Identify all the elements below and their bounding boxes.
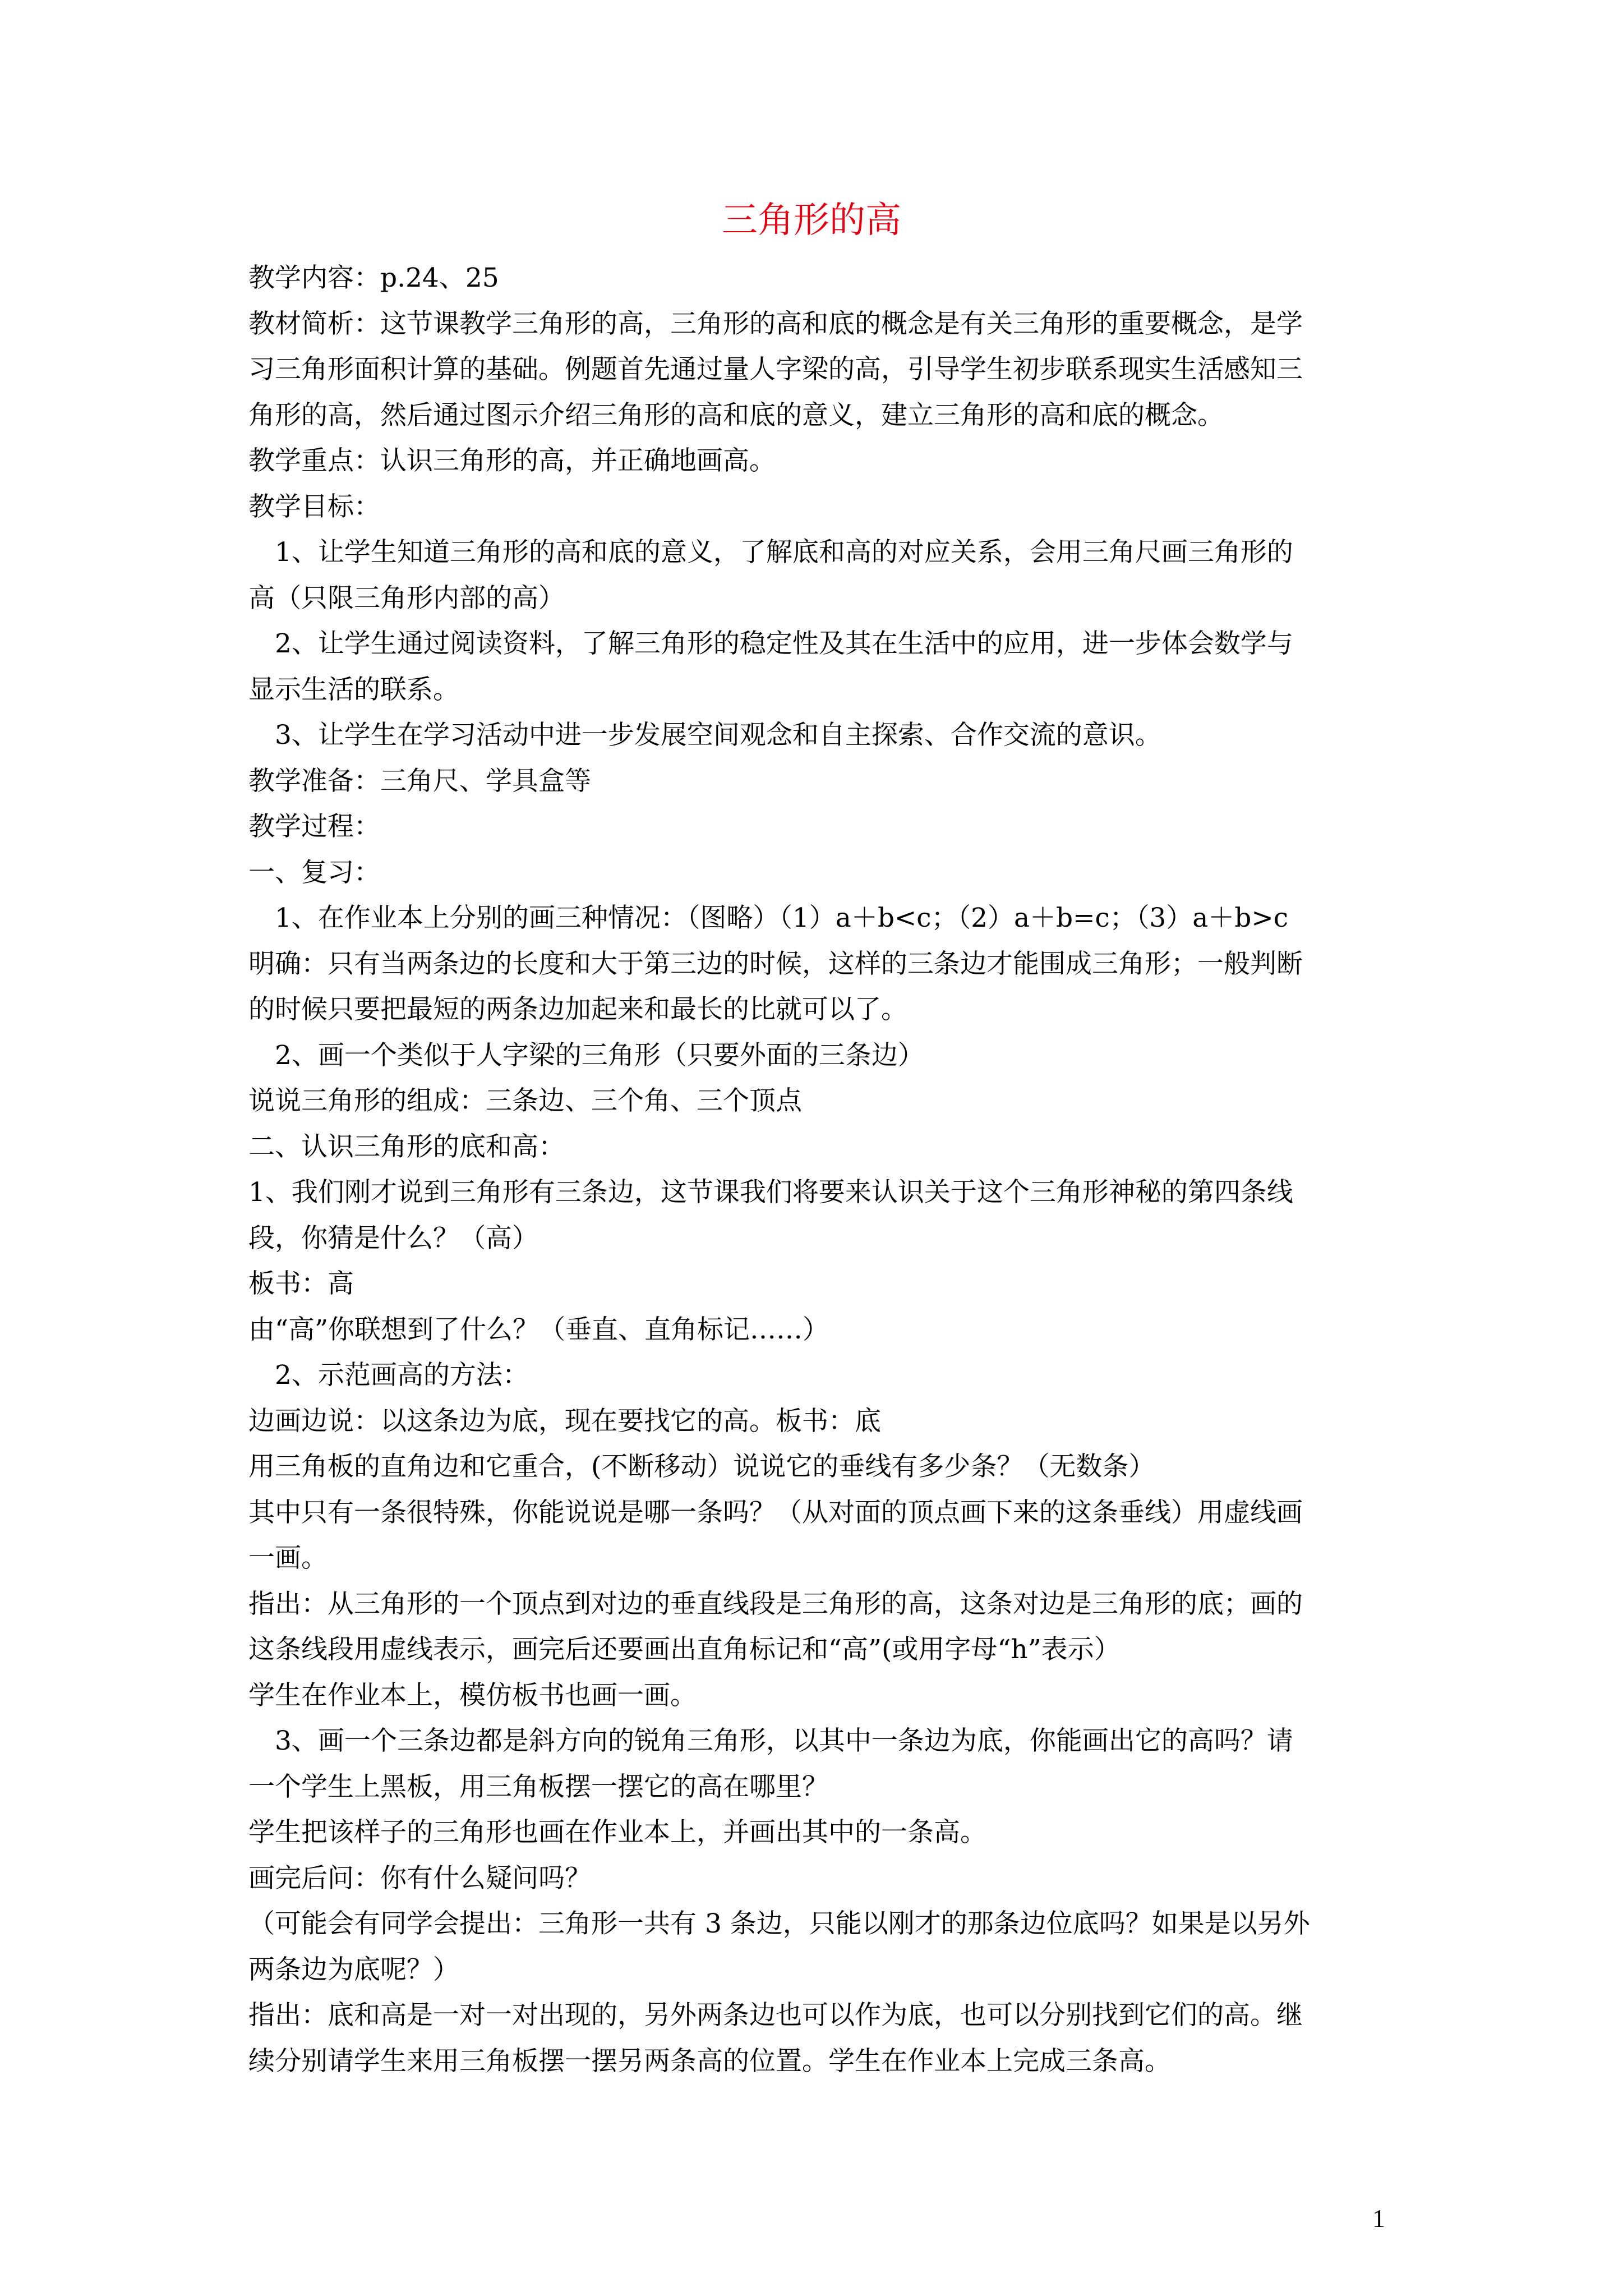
body-line: 习三角形面积计算的基础。例题首先通过量人字梁的高，引导学生初步联系现实生活感知三 xyxy=(248,354,1303,385)
body-line: 续分别请学生来用三角板摆一摆另两条高的位置。学生在作业本上完成三条高。 xyxy=(248,2045,1171,2077)
page-number: 1 xyxy=(1372,2204,1385,2233)
body-line: （可能会有同学会提出：三角形一共有 3 条边，只能以刚才的那条边位底吗？如果是以另外 xyxy=(248,1908,1310,1939)
body-line: 学生在作业本上，模仿板书也画一画。 xyxy=(248,1680,697,1711)
body-line: 2、画一个类似于人字梁的三角形（只要外面的三条边） xyxy=(275,1039,924,1071)
body-line: 指出：从三角形的一个顶点到对边的垂直线段是三角形的高，这条对边是三角形的底；画的 xyxy=(248,1588,1303,1619)
body-line: 的时候只要把最短的两条边加起来和最长的比就可以了。 xyxy=(248,994,907,1025)
body-line: 说说三角形的组成：三条边、三个角、三个顶点 xyxy=(248,1085,802,1116)
body-line: 教学重点：认识三角形的高，并正确地画高。 xyxy=(248,445,776,476)
body-line: 显示生活的联系。 xyxy=(248,674,459,705)
body-line: 1、我们刚才说到三角形有三条边，这节课我们将要来认识关于这个三角形神秘的第四条线 xyxy=(248,1177,1293,1208)
body-line: 3、画一个三条边都是斜方向的锐角三角形，以其中一条边为底，你能画出它的高吗？请 xyxy=(275,1726,1293,1756)
body-line: 段，你猜是什么？（高） xyxy=(248,1222,538,1254)
document-title: 三角形的高 xyxy=(722,200,901,241)
body-line: 教学内容：p.24、25 xyxy=(248,263,499,293)
body-line: 两条边为底呢？） xyxy=(248,1954,459,1985)
body-line: 高（只限三角形内部的高） xyxy=(248,582,565,614)
body-line: 1、在作业本上分别的画三种情况：（图略）（1）a＋b<c；（2）a＋b=c；（3）a＋b>c xyxy=(275,903,1289,933)
body-line: 指出：底和高是一对一对出现的，另外两条边也可以作为底，也可以分别找到它们的高。继 xyxy=(248,2000,1303,2031)
body-line: 由“高”你联想到了什么？（垂直、直角标记……） xyxy=(248,1314,829,1345)
body-line: 教学目标： xyxy=(248,491,380,522)
body-line: 2、示范画高的方法： xyxy=(275,1360,529,1391)
body-line: 用三角板的直角边和它重合，(不断移动）说说它的垂线有多少条？（无数条） xyxy=(248,1451,1155,1482)
body-line: 1、让学生知道三角形的高和底的意义，了解底和高的对应关系，会用三角尺画三角形的 xyxy=(275,537,1293,568)
body-line: 板书：高 xyxy=(248,1268,354,1299)
document-body xyxy=(248,255,1376,2084)
body-line: 一个学生上黑板，用三角板摆一摆它的高在哪里？ xyxy=(248,1771,828,1802)
body-line: 一、复习： xyxy=(248,857,380,888)
body-line: 角形的高，然后通过图示介绍三角形的高和底的意义，建立三角形的高和底的概念。 xyxy=(248,399,1224,431)
body-line: 其中只有一条很特殊，你能说说是哪一条吗？（从对面的顶点画下来的这条垂线）用虚线画 xyxy=(248,1497,1303,1528)
body-line: 2、让学生通过阅读资料，了解三角形的稳定性及其在生活中的应用，进一步体会数学与 xyxy=(275,628,1293,659)
body-line: 一画。 xyxy=(248,1543,328,1573)
body-line: 教学过程： xyxy=(248,811,380,842)
body-line: 二、认识三角形的底和高： xyxy=(248,1131,565,1162)
body-line: 画完后问：你有什么疑问吗？ xyxy=(248,1862,591,1894)
body-line: 明确：只有当两条边的长度和大于第三边的时候，这样的三条边才能围成三角形；一般判断 xyxy=(248,948,1303,979)
body-line: 教材简析：这节课教学三角形的高，三角形的高和底的概念是有关三角形的重要概念，是学 xyxy=(248,308,1303,339)
body-line: 这条线段用虚线表示，画完后还要画出直角标记和“高”(或用字母“h”表示） xyxy=(248,1634,1121,1665)
body-line: 边画边说：以这条边为底，现在要找它的高。板书：底 xyxy=(248,1405,881,1437)
body-line: 学生把该样子的三角形也画在作业本上，并画出其中的一条高。 xyxy=(248,1817,986,1848)
body-line: 教学准备：三角尺、学具盒等 xyxy=(248,765,591,797)
body-line: 3、让学生在学习活动中进一步发展空间观念和自主探索、合作交流的意识。 xyxy=(275,720,1161,751)
